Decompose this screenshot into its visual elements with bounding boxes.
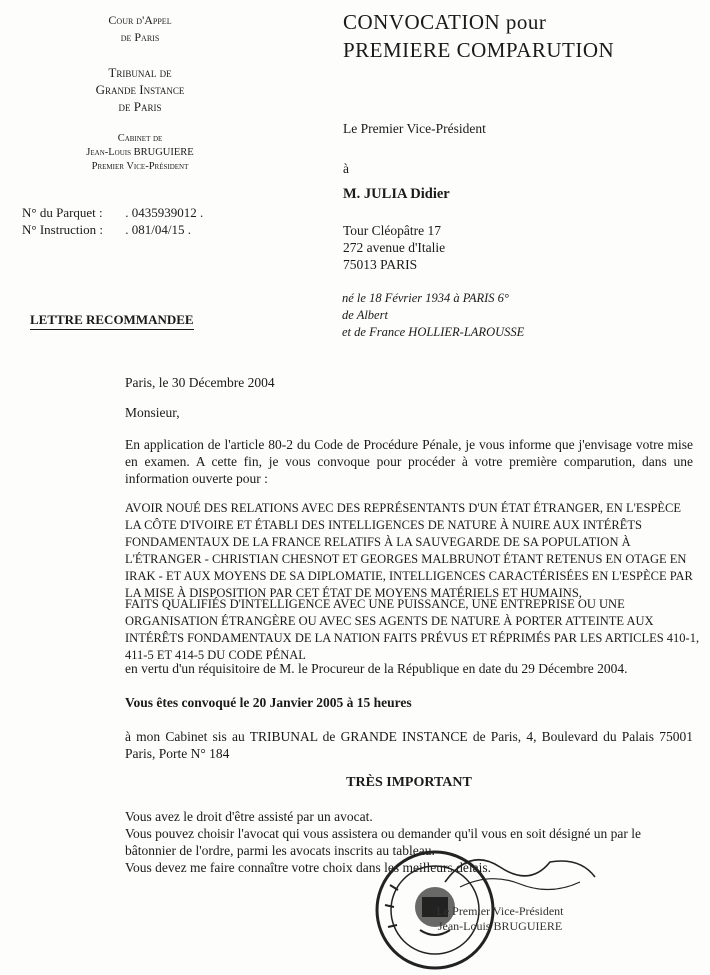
- cabinet-line-3: Premier Vice-Président: [91, 161, 189, 172]
- instruction-label: N° Instruction :: [22, 222, 104, 237]
- recipient-address: [343, 222, 445, 273]
- note-2: Vous pouvez choisir l'avocat qui vous assistera ou demander qu'il vous en soit désigné un par le bâtonnier de l'ordre, parmi les avocats inscrits au tableau.: [125, 826, 642, 858]
- page-title: [343, 8, 614, 64]
- title-line-1: CONVOCATION pour: [343, 10, 547, 34]
- court-line-2: de Paris: [120, 30, 160, 44]
- birth-line-3: et de France HOLLIER-LAROUSSE: [342, 325, 525, 339]
- tribunal-line-1: Tribunal de: [108, 65, 172, 80]
- charges-paragraph-2: FAITS QUALIFIÉS D'INTELLIGENCE AVEC UNE PUISSANCE, UNE ENTREPRISE OU UNE ORGANISATION ÉTRANGÈRE OU AVEC SES AGENTS DE NATURE À PORTER ATTEINTE AUX INTÉRÊTS FONDAMENTAUX DE LA NATION FAITS PRÉVUS ET RÉPRIMÉS PAR LES ARTICLES 410-1, 411-5 ET 414-5 DU CODE PÉNAL: [125, 597, 700, 662]
- convocation-date: Vous êtes convoqué le 20 Janvier 2005 à 15 heures: [125, 695, 412, 710]
- signature-name: Jean-Louis BRUGUIERE: [437, 919, 563, 933]
- intro-paragraph: En application de l'article 80-2 du Code de Procédure Pénale, je vous informe que j'envisage votre mise en examen. A cette fin, je vous convoque pour procéder à votre première comparution, dans une information ouverte pour :: [125, 437, 693, 486]
- birth-line-1: né le 18 Février 1934 à PARIS 6°: [342, 291, 509, 305]
- requisitoire-line: en vertu d'un réquisitoire de M. le Procureur de la République en date du 29 Décembre 2004.: [125, 661, 628, 676]
- sender-line: Le Premier Vice-Président: [343, 121, 486, 136]
- letter-date: Paris, le 30 Décembre 2004: [125, 375, 275, 390]
- cabinet-line-1: Cabinet de: [117, 133, 163, 144]
- instruction-value: . 081/04/15 .: [125, 222, 191, 237]
- signature-role: Le Premier Vice-Président: [436, 904, 564, 918]
- note-1: Vous avez le droit d'être assisté par un avocat.: [125, 809, 373, 824]
- important-heading: TRÈS IMPORTANT: [346, 775, 472, 790]
- title-line-2: PREMIERE COMPARUTION: [343, 38, 615, 62]
- court-header: [40, 12, 240, 46]
- address-line-2: 272 avenue d'Italie: [343, 240, 446, 255]
- reference-numbers: [22, 204, 203, 238]
- tribunal-header: [40, 64, 240, 115]
- to-line: à: [343, 161, 349, 176]
- note-3: Vous devez me faire connaître votre choix dans les meilleurs délais.: [125, 860, 492, 875]
- registered-letter-label: LETTRE RECOMMANDEE: [30, 312, 194, 330]
- signature-block: [430, 904, 570, 934]
- address-line-1: Tour Cléopâtre 17: [343, 223, 442, 238]
- recipient-name: M. JULIA Didier: [343, 186, 450, 202]
- cabinet-header: [40, 132, 240, 174]
- salutation: Monsieur,: [125, 405, 180, 420]
- signature-scribble: [440, 842, 600, 902]
- parquet-label: N° du Parquet :: [22, 205, 103, 220]
- tribunal-line-3: de Paris: [118, 99, 162, 114]
- birth-line-2: de Albert: [342, 308, 388, 322]
- tribunal-line-2: Grande Instance: [95, 82, 185, 97]
- cabinet-line-2: Jean-Louis BRUGUIERE: [86, 147, 194, 158]
- recipient-birth: [342, 290, 524, 341]
- charges-paragraph-1: AVOIR NOUÉ DES RELATIONS AVEC DES REPRÉSENTANTS D'UN ÉTAT ÉTRANGER, EN L'ESPÈCE LA CÔTE D'IVOIRE ET ÉTABLI DES INTELLIGENCES DE NATURE À NUIRE AUX INTÉRÊTS FONDAMENTAUX DE LA FRANCE RELATIFS À LA SAUVEGARDE DE SA POPULATION À L'ÉTRANGER - CHRISTIAN CHESNOT ET GEORGES MALBRUNOT ÉTANT RETENUS EN OTAGE EN IRAK - ET AUX MOYENS DE SA DIPLOMATIE, INTELLIGENCES CARACTÉRISÉES EN L'ESPÈCE PAR LA MISE À DISPOSITION PAR CET ÉTAT DE MOYENS MATÉRIELS ET HUMAINS,: [125, 501, 693, 600]
- court-line-1: Cour d'Appel: [108, 13, 172, 27]
- address-line-3: 75013 PARIS: [343, 257, 418, 272]
- location-paragraph: à mon Cabinet sis au TRIBUNAL de GRANDE INSTANCE de Paris, 4, Boulevard du Palais 75001 Paris, Porte N° 184: [125, 729, 693, 761]
- parquet-value: . 0435939012 .: [125, 205, 204, 220]
